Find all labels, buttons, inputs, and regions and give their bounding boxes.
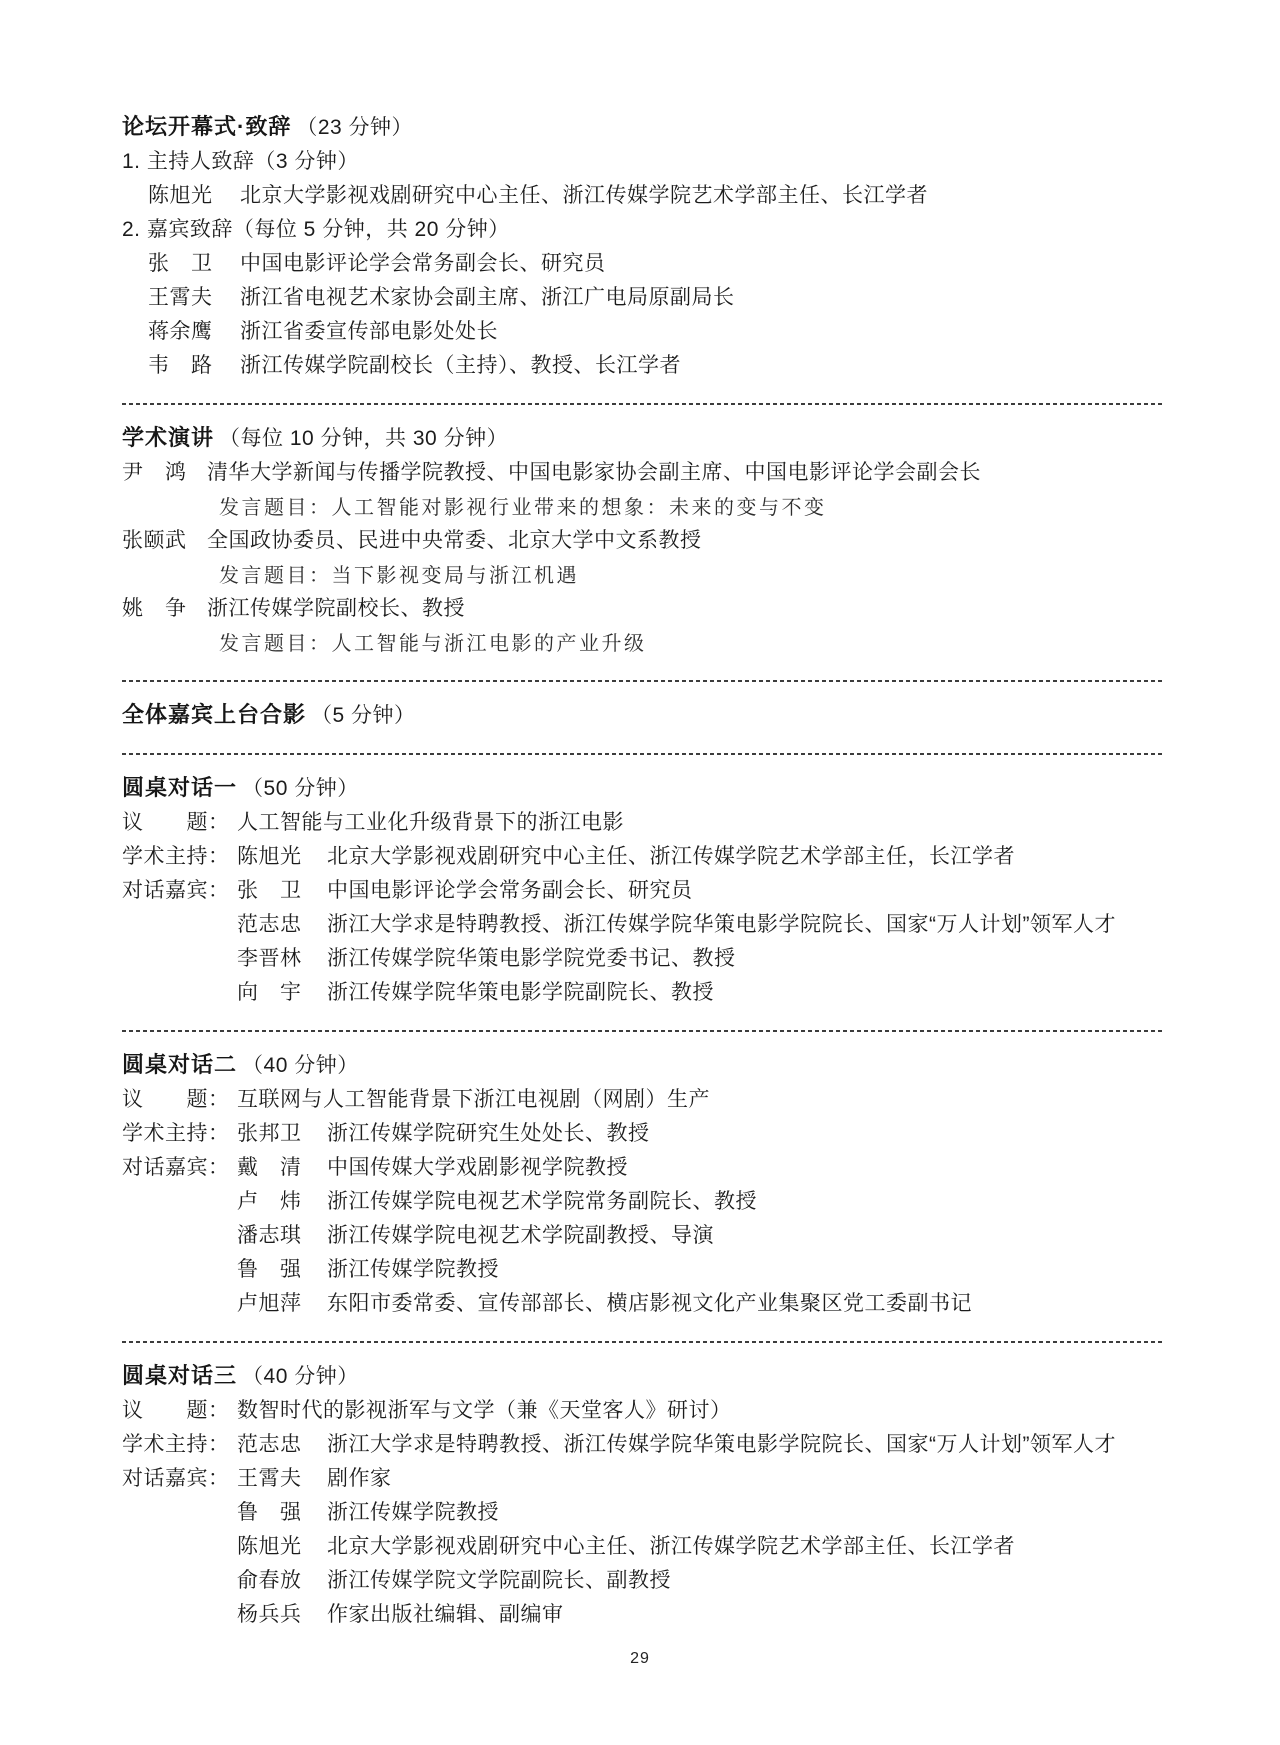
topic-text: 人工智能与工业化升级背景下的浙江电影: [237, 811, 624, 834]
section-duration: （40 分钟）: [242, 1365, 359, 1388]
page-content: [122, 110, 1162, 1632]
guest-title: 剧作家: [327, 1467, 392, 1490]
guest-name: 潘志琪: [237, 1224, 302, 1247]
guest-title: 浙江传媒学院电视艺术学院副教授、导演: [327, 1224, 714, 1247]
person-title: 北京大学影视戏剧研究中心主任、浙江传媒学院艺术学部主任、长江学者: [240, 184, 928, 207]
guest-title: 中国传媒大学戏剧影视学院教授: [327, 1156, 628, 1179]
guest-row: [122, 942, 1162, 976]
section-title-row: [122, 1359, 1162, 1394]
guest-row: [122, 976, 1162, 1010]
section-roundtable-1: [122, 771, 1162, 1010]
section-title: 圆桌对话一: [122, 775, 238, 800]
dashed-separator: [122, 753, 1162, 755]
person-name: 韦 路: [148, 354, 213, 377]
speech-topic: 发言题目：当下影视变局与浙江机遇: [219, 563, 579, 587]
guest-title: 浙江大学求是特聘教授、浙江传媒学院华策电影学院院长、国家“万人计划”领军人才: [327, 913, 1116, 936]
speaker-title: 浙江传媒学院副校长、教授: [207, 597, 465, 620]
host-title: 浙江传媒学院研究生处处长、教授: [327, 1122, 650, 1145]
topic-label: 议 题：: [122, 1399, 230, 1422]
host-name: 范志忠: [237, 1433, 302, 1456]
speaker-name: 尹 鸿: [122, 461, 187, 484]
host-name: 陈旭光: [237, 845, 302, 868]
topic-text: 互联网与人工智能背景下浙江电视剧（网剧）生产: [237, 1088, 710, 1111]
guest-name: 向 宇: [237, 981, 302, 1004]
guest-name: 陈旭光: [237, 1535, 302, 1558]
person-row: [122, 247, 1162, 281]
guest-name: 卢旭萍: [237, 1292, 302, 1315]
guest-title: 浙江传媒学院教授: [327, 1258, 499, 1281]
guest-row: [122, 1253, 1162, 1287]
host-label: 学术主持：: [122, 1433, 230, 1456]
section-duration: （40 分钟）: [242, 1054, 359, 1077]
speaker-row: [122, 592, 1162, 626]
person-row: [122, 349, 1162, 383]
page-number: 29: [630, 1650, 650, 1667]
person-row: [122, 315, 1162, 349]
guest-name: 俞春放: [237, 1569, 302, 1592]
guest-title: 中国电影评论学会常务副会长、研究员: [327, 879, 693, 902]
agenda-item-2: 2. 嘉宾致辞（每位 5 分钟，共 20 分钟）: [122, 218, 510, 241]
speaker-name: 姚 争: [122, 597, 187, 620]
person-name: 陈旭光: [148, 184, 213, 207]
section-title-row: [122, 771, 1162, 806]
host-row: [122, 1117, 1162, 1151]
guest-name: 戴 清: [237, 1156, 302, 1179]
dashed-separator: [122, 403, 1162, 405]
guest-row: [122, 1496, 1162, 1530]
speaker-row: [122, 524, 1162, 558]
person-title: 中国电影评论学会常务副会长、研究员: [240, 252, 606, 275]
guest-name: 范志忠: [237, 913, 302, 936]
guests-label: 对话嘉宾：: [122, 1467, 230, 1490]
guest-row: [122, 1462, 1162, 1496]
section-speeches: [122, 421, 1162, 660]
host-row: [122, 1428, 1162, 1462]
host-row: [122, 840, 1162, 874]
topic-text: 数智时代的影视浙军与文学（兼《天堂客人》研讨）: [237, 1399, 732, 1422]
speaker-name: 张颐武: [122, 529, 187, 552]
guest-name: 杨兵兵: [237, 1603, 302, 1626]
section-title-row: [122, 110, 1162, 145]
section-roundtable-3: [122, 1359, 1162, 1632]
guest-title: 浙江传媒学院华策电影学院副院长、教授: [327, 981, 714, 1004]
guest-name: 鲁 强: [237, 1258, 302, 1281]
guest-title: 浙江传媒学院华策电影学院党委书记、教授: [327, 947, 736, 970]
host-title: 北京大学影视戏剧研究中心主任、浙江传媒学院艺术学部主任，长江学者: [327, 845, 1015, 868]
guest-row: [122, 1219, 1162, 1253]
section-title: 圆桌对话二: [122, 1052, 238, 1077]
section-duration: （每位 10 分钟，共 30 分钟）: [219, 427, 509, 450]
person-title: 浙江传媒学院副校长（主持）、教授、长江学者: [240, 354, 681, 377]
person-title: 浙江省委宣传部电影处处长: [240, 320, 498, 343]
section-title-row: [122, 698, 1162, 733]
person-name: 张 卫: [148, 252, 213, 275]
person-row: [122, 179, 1162, 213]
guest-name: 卢 炜: [237, 1190, 302, 1213]
guest-row: [122, 1185, 1162, 1219]
guest-row: [122, 1287, 1162, 1321]
guests-label: 对话嘉宾：: [122, 879, 230, 902]
dashed-separator: [122, 1341, 1162, 1343]
section-title: 全体嘉宾上台合影: [122, 702, 307, 727]
guest-row: [122, 908, 1162, 942]
topic-label: 议 题：: [122, 811, 230, 834]
speaker-title: 全国政协委员、民进中央常委、北京大学中文系教授: [207, 529, 702, 552]
person-name: 王霄夫: [148, 286, 213, 309]
section-title-row: [122, 421, 1162, 456]
guest-row: [122, 1530, 1162, 1564]
speaker-title: 清华大学新闻与传播学院教授、中国电影家协会副主席、中国电影评论学会副会长: [207, 461, 981, 484]
section-roundtable-2: [122, 1048, 1162, 1321]
guest-row: [122, 1151, 1162, 1185]
person-row: [122, 281, 1162, 315]
section-duration: （5 分钟）: [311, 704, 416, 727]
host-name: 张邦卫: [237, 1122, 302, 1145]
speech-topic: 发言题目：人工智能与浙江电影的产业升级: [219, 631, 647, 655]
guest-title: 北京大学影视戏剧研究中心主任、浙江传媒学院艺术学部主任、长江学者: [327, 1535, 1015, 1558]
speaker-row: [122, 456, 1162, 490]
topic-row: [122, 806, 1162, 840]
dashed-separator: [122, 1030, 1162, 1032]
agenda-item-1: 1. 主持人致辞（3 分钟）: [122, 150, 359, 173]
section-title-row: [122, 1048, 1162, 1083]
section-title: 学术演讲: [122, 425, 215, 450]
section-title: 圆桌对话三: [122, 1363, 238, 1388]
person-name: 蒋余鹰: [148, 320, 213, 343]
guest-row: [122, 1564, 1162, 1598]
guest-title: 作家出版社编辑、副编审: [327, 1603, 564, 1626]
guest-name: 李晋林: [237, 947, 302, 970]
topic-row: [122, 1394, 1162, 1428]
topic-label: 议 题：: [122, 1088, 230, 1111]
section-title: 论坛开幕式·致辞: [122, 114, 292, 139]
section-duration: （23 分钟）: [296, 116, 414, 139]
guest-name: 鲁 强: [237, 1501, 302, 1524]
speech-topic: 发言题目：人工智能对影视行业带来的想象：未来的变与不变: [219, 495, 827, 519]
guest-title: 东阳市委常委、宣传部部长、横店影视文化产业集聚区党工委副书记: [327, 1292, 972, 1315]
guests-label: 对话嘉宾：: [122, 1156, 230, 1179]
guest-row: [122, 1598, 1162, 1632]
section-group-photo: [122, 698, 1162, 733]
guest-title: 浙江传媒学院教授: [327, 1501, 499, 1524]
host-label: 学术主持：: [122, 1122, 230, 1145]
guest-row: [122, 874, 1162, 908]
section-opening: [122, 110, 1162, 383]
dashed-separator: [122, 680, 1162, 682]
guest-title: 浙江传媒学院电视艺术学院常务副院长、教授: [327, 1190, 757, 1213]
host-label: 学术主持：: [122, 845, 230, 868]
person-title: 浙江省电视艺术家协会副主席、浙江广电局原副局长: [240, 286, 735, 309]
guest-title: 浙江传媒学院文学院副院长、副教授: [327, 1569, 671, 1592]
guest-name: 王霄夫: [237, 1467, 302, 1490]
topic-row: [122, 1083, 1162, 1117]
section-duration: （50 分钟）: [242, 777, 359, 800]
guest-name: 张 卫: [237, 879, 302, 902]
host-title: 浙江大学求是特聘教授、浙江传媒学院华策电影学院院长、国家“万人计划”领军人才: [327, 1433, 1116, 1456]
